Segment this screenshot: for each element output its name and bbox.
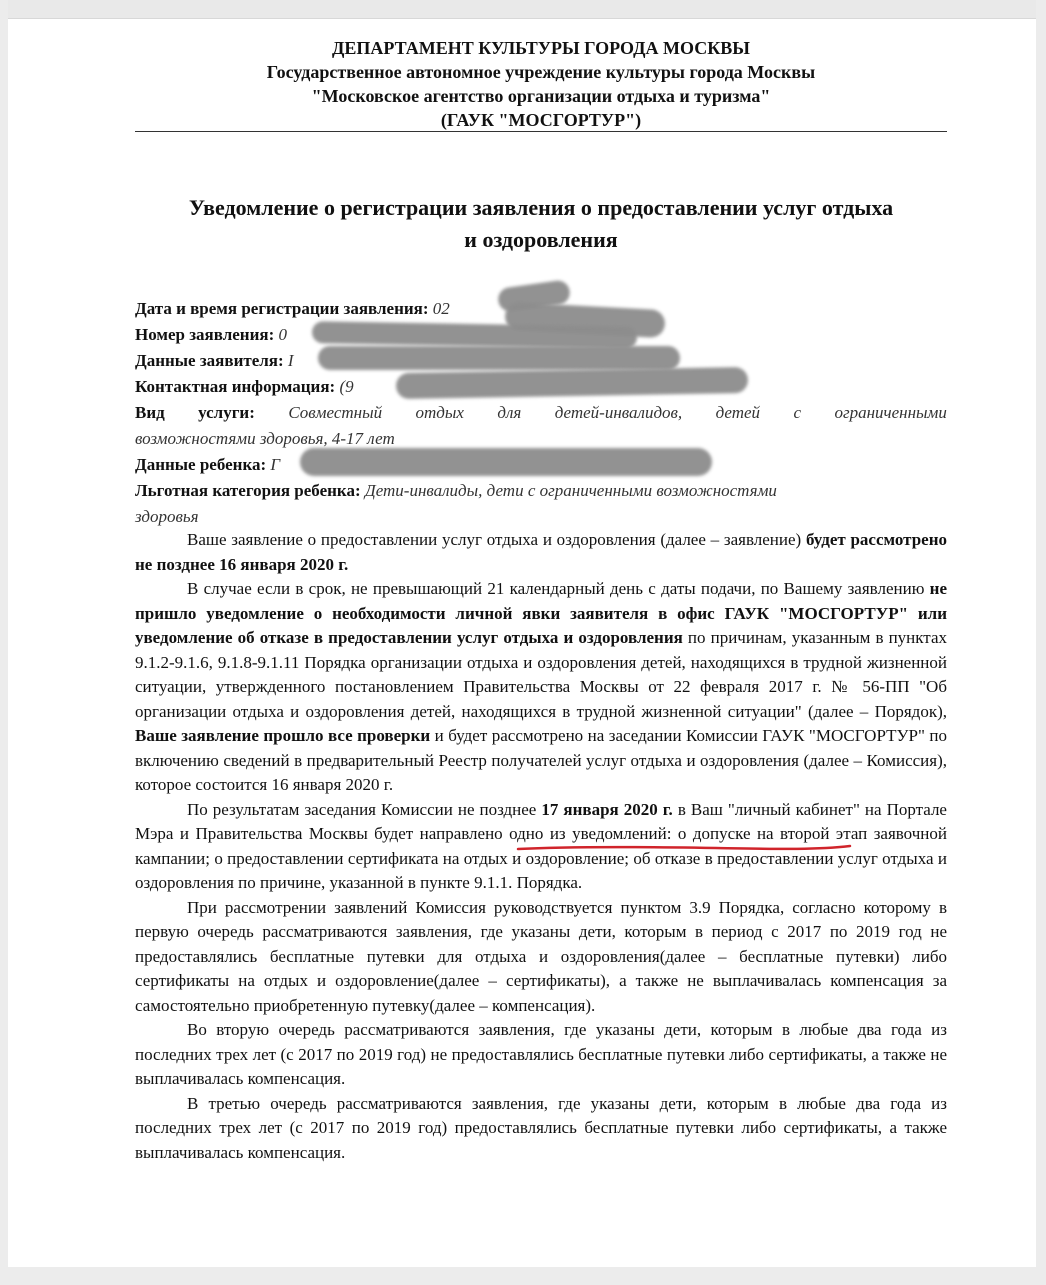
paragraph-text: По результатам заседания Комиссии не позднее (187, 799, 542, 819)
benefit-category-value-line-2: здоровья (135, 507, 199, 526)
benefit-category-field (135, 478, 947, 530)
service-type-value-word: отдых (415, 403, 464, 422)
service-type-value-word: Совместный (288, 403, 383, 422)
paragraph-text: в Ваш "личный кабинет" на Портале Мэра и Правительства Москвы будет направлено одно из уведомлений: о допуске на второй этап заявочной кампании; о предоставлении сертификата на отдых и оздоровление; об отказе в предоставлении услуг отдыха и оздоровления по причине, указанной в пункте 9.1.1. Порядка. (135, 799, 947, 892)
paragraph-text: В случае если в срок, не превышающий 21 календарный день с даты подачи, по Вашему заявлению (187, 579, 930, 598)
document-title-line-2: и оздоровления (464, 227, 618, 252)
service-type-value-word: ограниченными (834, 403, 947, 422)
paragraph-third-priority: В третью очередь рассматриваются заявления, где указаны дети, которым в любые два года из последних трех лет (с 2017 по 2019 год) предоставлялись бесплатные путевки либо сертификаты, а также выплачивалась компенсация. (135, 1093, 947, 1162)
redaction-mark (300, 448, 712, 476)
handwritten-underline (516, 842, 852, 854)
service-type-field (135, 400, 947, 452)
paragraph-text: по причинам, указанным в пунктах 9.1.2-9.1.6, 9.1.8-9.1.11 Порядка организации отдыха и оздоровления детей, находящихся в трудной жизненной ситуации, утвержденного постановлением Правительства Москвы от 22 февраля 2017 г. № 56-ПП "Об организации отдыха и оздоровления детей, находящихся в трудной жизненной ситуации" (далее – Порядок), (135, 628, 947, 721)
viewer-left-edge (0, 0, 8, 1285)
child-label: Данные ребенка: (135, 455, 267, 474)
service-type-value-word: детей (715, 403, 761, 422)
paragraph-second-priority: Во вторую очередь рассматриваются заявления, где указаны дети, которым в любые два года из последних трех лет (с 2017 по 2019 год) не предоставлялись бесплатные путевки либо сертификаты, а также не выплачивалась компенсация. (135, 1020, 947, 1088)
benefit-category-value: Дети-инвалиды, дети с ограниченными возможностями (364, 481, 777, 500)
contact-value: (9 (339, 377, 354, 396)
bold-checks-passed: Ваше заявление прошло все проверки (135, 726, 431, 745)
service-type-label-word: услуги: (198, 403, 255, 422)
result-deadline: 17 января 2020 г. (541, 799, 673, 819)
bold-condition: не пришло уведомление о необходимости личной явки заявителя в офис ГАУК "МОСГОРТУР" или уведомление об отказе в предоставлении услуг отдыха и оздоровления (135, 579, 947, 647)
service-type-value-line-2: возможностями здоровья, 4-17 лет (135, 429, 395, 448)
redaction-mark (318, 346, 680, 370)
agency-name: "Московское агентство организации отдыха и туризма" (311, 86, 771, 106)
service-type-line-1 (135, 400, 947, 426)
service-type-value-word: с (793, 403, 802, 422)
department-name: ДЕПАРТАМЕНТ КУЛЬТУРЫ ГОРОДА МОСКВЫ (332, 38, 750, 58)
benefit-category-label: Льготная категория ребенка: (135, 481, 361, 500)
applicant-value: I (287, 351, 294, 370)
document-title-line-1: Уведомление о регистрации заявления о предоставлении услуг отдыха (188, 195, 894, 220)
service-type-value-word: для (497, 403, 522, 422)
application-number-label: Номер заявления: (135, 325, 275, 344)
registration-datetime-value: 02 (432, 299, 450, 318)
document-title (135, 192, 947, 256)
viewer-right-edge (1036, 0, 1046, 1285)
service-type-value-word: детей-инвалидов, (554, 403, 683, 422)
application-number-value: 0 (278, 325, 287, 344)
institution-name: Государственное автономное учреждение культуры города Москвы (266, 62, 816, 82)
letterhead (135, 36, 947, 132)
paragraph-review-date (135, 528, 947, 577)
registration-datetime-label: Дата и время регистрации заявления: (135, 299, 429, 318)
contact-label: Контактная информация: (135, 377, 336, 396)
child-value: Г (270, 455, 281, 474)
paragraph-text: и будет рассмотрено на заседании Комиссии ГАУК "МОСГОРТУР" по включению сведений в предварительный Реестр получателей услуг отдыха и оздоровления (далее – Комиссия), которое состоится 16 января 2020 г. (135, 726, 947, 794)
paragraph-conditions (135, 577, 947, 798)
viewer-top-edge (0, 0, 1046, 19)
applicant-label: Данные заявителя: (135, 351, 284, 370)
agency-short-name: (ГАУК "МОСГОРТУР") (440, 110, 642, 130)
paragraph-text: Ваше заявление о предоставлении услуг отдыха и оздоровления (далее – заявление) (187, 530, 802, 549)
viewer-bottom-edge (0, 1267, 1046, 1285)
letterhead-divider (135, 131, 947, 132)
review-deadline: будет рассмотрено не позднее 16 января 2020 г. (135, 530, 948, 574)
service-type-label-word: Вид (135, 403, 165, 422)
paragraph-first-priority: При рассмотрении заявлений Комиссия руководствуется пунктом 3.9 Порядка, согласно которому в первую очередь рассматриваются заявления, где указаны дети, которым в период с 2017 по 2019 год не предоставлялись бесплатные путевки для отдыха и оздоровления(далее – бесплатные путевки) либо сертификаты на отдых и оздоровление(далее – сертификаты), а также не выплачивалась компенсация за самостоятельно приобретенную путевку(далее – компенсация). (135, 897, 947, 1015)
